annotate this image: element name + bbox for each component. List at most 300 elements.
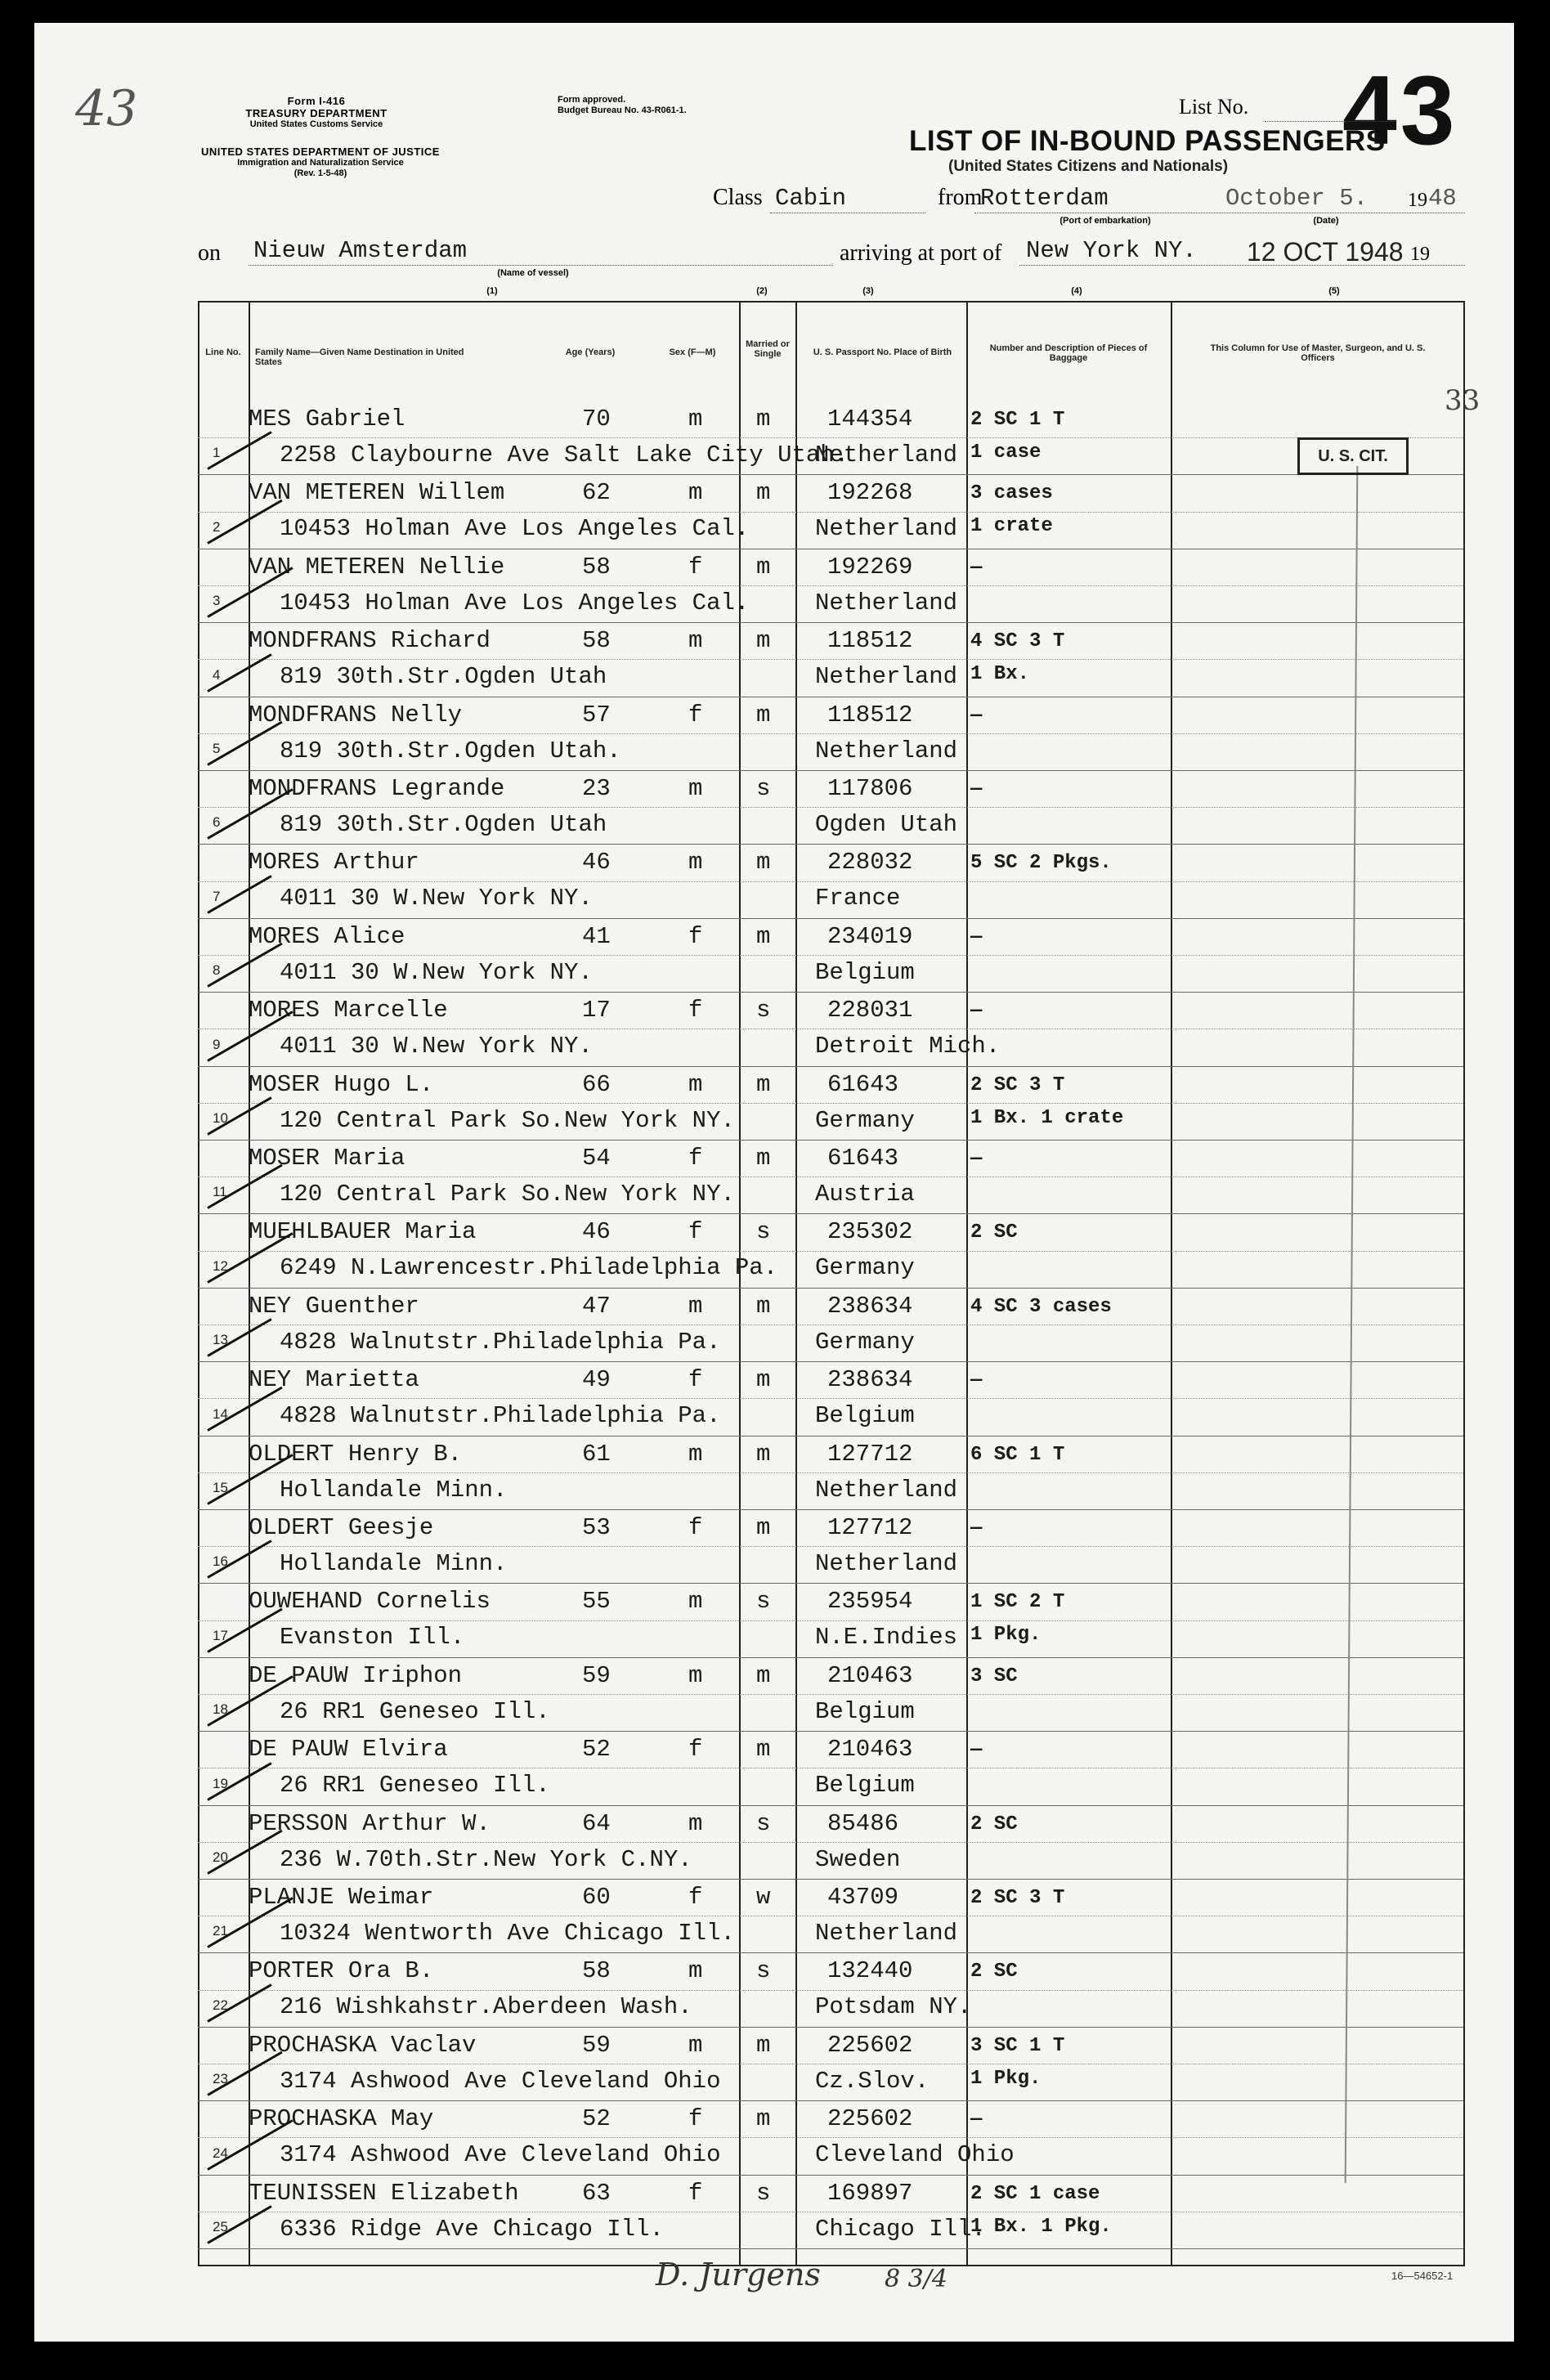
- passenger-age: 60: [582, 1884, 611, 1911]
- marital-status: m: [756, 1366, 771, 1394]
- passenger-age: 64: [582, 1809, 611, 1837]
- passenger-sex: m: [688, 627, 703, 655]
- row-midline: [198, 437, 1463, 438]
- passenger-sex: f: [688, 553, 703, 580]
- baggage-line-1: 2 SC: [970, 1813, 1018, 1835]
- date-value: October 5.: [1225, 185, 1369, 212]
- passenger-name: VAN METEREN Willem: [249, 479, 505, 507]
- class-value: Cabin: [775, 185, 847, 212]
- year-suffix: 19: [1410, 244, 1430, 265]
- passenger-age: 55: [582, 1588, 611, 1616]
- list-no-value: 43: [1342, 56, 1458, 165]
- passenger-sex: f: [688, 1218, 703, 1246]
- baggage-line-1: —: [970, 1000, 983, 1023]
- passenger-sex: m: [688, 1661, 703, 1689]
- destination: 6336 Ridge Ave Chicago Ill.: [280, 2215, 664, 2243]
- passenger-name: MONDFRANS Richard: [249, 627, 491, 655]
- from-value: Rotterdam: [980, 185, 1109, 212]
- passenger-name: OLDERT Henry B.: [249, 1440, 463, 1468]
- passenger-sex: f: [688, 1145, 703, 1172]
- row-midline: [198, 512, 1463, 513]
- row-midline: [198, 585, 1463, 586]
- line-number: 25: [213, 2218, 228, 2234]
- line-number: 17: [213, 1627, 228, 1643]
- passenger-age: 41: [582, 922, 611, 950]
- justice-block: [198, 146, 443, 179]
- place-of-birth: Netherland: [815, 1550, 958, 1577]
- passenger-name: MOSER Hugo L.: [249, 1070, 434, 1098]
- marital-status: s: [756, 997, 771, 1024]
- col-number-4: (4): [1071, 286, 1082, 296]
- baggage-line-1: 4 SC 3 cases: [970, 1295, 1112, 1318]
- passenger-age: 46: [582, 1218, 611, 1246]
- place-of-birth: Chicago Ill.: [815, 2215, 986, 2243]
- passenger-age: 58: [582, 553, 611, 580]
- passenger-name: PORTER Ora B.: [249, 1957, 434, 1985]
- form-code: 16—54652-1: [1391, 2270, 1454, 2282]
- baggage-line-1: 5 SC 2 Pkgs.: [970, 852, 1112, 875]
- date-caption: (Date): [1313, 216, 1339, 226]
- row-midline: [198, 1990, 1463, 1991]
- destination: 4011 30 W.New York NY.: [280, 885, 593, 912]
- marital-status: m: [756, 701, 771, 728]
- table-row: [198, 1879, 1463, 1952]
- baggage-line-1: 3 SC: [970, 1665, 1018, 1688]
- col-number-1: (1): [486, 286, 498, 296]
- passenger-name: NEY Marietta: [249, 1366, 419, 1394]
- budget-bureau: Budget Bureau No. 43-R061-1.: [558, 105, 687, 115]
- table-row: [198, 844, 1463, 917]
- line-number: 14: [213, 1405, 228, 1422]
- destination: 4828 Walnutstr.Philadelphia Pa.: [280, 1402, 721, 1430]
- passenger-name: MES Gabriel: [249, 406, 405, 433]
- row-midline: [198, 2137, 1463, 2138]
- destination: 120 Central Park So.New York NY.: [280, 1181, 735, 1208]
- table-row: [198, 622, 1463, 696]
- list-no-underline: [1265, 121, 1395, 122]
- passenger-name: MORES Marcelle: [249, 997, 448, 1024]
- destination: 4011 30 W.New York NY.: [280, 1033, 593, 1060]
- place-of-birth: Germany: [815, 1328, 915, 1356]
- table-row: [198, 1509, 1463, 1583]
- baggage-line-1: 6 SC 1 T: [970, 1443, 1065, 1466]
- baggage-line-1: —: [970, 1517, 983, 1540]
- passport-number: 127712: [827, 1440, 913, 1468]
- place-of-birth: Germany: [815, 1254, 915, 1282]
- row-midline: [198, 1546, 1463, 1547]
- table-row: [198, 1140, 1463, 1213]
- year-value: 48: [1428, 185, 1457, 212]
- passenger-age: 47: [582, 1292, 611, 1320]
- place-of-birth: Belgium: [815, 1772, 915, 1800]
- passport-number: 117806: [827, 775, 913, 802]
- passenger-name: MUEHLBAUER Maria: [249, 1218, 477, 1246]
- marital-status: m: [756, 2031, 771, 2059]
- us-cit-stamp: U. S. CIT.: [1297, 437, 1409, 475]
- passport-number: 118512: [827, 627, 913, 655]
- baggage-line-1: 2 SC 3 T: [970, 1073, 1065, 1096]
- passenger-sex: f: [688, 1366, 703, 1394]
- passenger-sex: m: [688, 1440, 703, 1468]
- customs-service: United States Customs Service: [249, 119, 383, 129]
- page-subtitle: (United States Citizens and Nationals): [948, 158, 1229, 175]
- class-label: Class: [713, 185, 763, 210]
- table-row: [198, 770, 1463, 844]
- line-number: 24: [213, 2145, 228, 2161]
- line-number: 22: [213, 1997, 228, 2013]
- passenger-age: 46: [582, 849, 611, 876]
- header-sex: Sex (F—M): [669, 347, 716, 357]
- place-of-birth: Belgium: [815, 958, 915, 986]
- passport-number: 225602: [827, 2105, 913, 2133]
- row-midline: [198, 1398, 1463, 1399]
- line-number: 18: [213, 1701, 228, 1718]
- baggage-line-1: —: [970, 778, 983, 800]
- table-row: [198, 2027, 1463, 2100]
- destination: 4828 Walnutstr.Philadelphia Pa.: [280, 1328, 721, 1356]
- destination: 3174 Ashwood Ave Cleveland Ohio: [280, 2067, 721, 2095]
- place-of-birth: Sweden: [815, 1845, 901, 1873]
- place-of-birth: Belgium: [815, 1402, 915, 1430]
- destination: Hollandale Minn.: [280, 1476, 508, 1504]
- marital-status: s: [756, 1809, 771, 1837]
- passenger-sex: m: [688, 1070, 703, 1098]
- arrival-time: 8 3/4: [885, 2265, 947, 2293]
- col-number-2: (2): [756, 286, 768, 296]
- destination: Evanston Ill.: [280, 1624, 465, 1652]
- baggage-line-2: 1 crate: [970, 515, 1053, 538]
- passenger-sex: f: [688, 1736, 703, 1764]
- passport-number: 192268: [827, 479, 913, 507]
- passenger-sex: f: [688, 997, 703, 1024]
- form-block: [210, 95, 423, 130]
- list-no-label: List No.: [1179, 95, 1249, 119]
- passenger-sex: m: [688, 849, 703, 876]
- place-of-birth: Detroit Mich.: [815, 1033, 1001, 1060]
- line-number: 7: [213, 888, 221, 904]
- line-number: 3: [213, 593, 221, 609]
- baggage-line-1: 2 SC 1 case: [970, 2182, 1100, 2205]
- row-midline: [198, 955, 1463, 956]
- baggage-line-2: 1 Bx.: [970, 663, 1030, 686]
- destination: Hollandale Minn.: [280, 1550, 508, 1577]
- baggage-line-1: 3 cases: [970, 482, 1053, 505]
- line-number: 19: [213, 1775, 228, 1791]
- place-of-birth: Ogden Utah: [815, 811, 958, 838]
- passenger-name: MORES Alice: [249, 922, 405, 950]
- passenger-sex: m: [688, 775, 703, 802]
- marital-status: m: [756, 849, 771, 876]
- line-number: 20: [213, 1849, 228, 1865]
- baggage-line-1: 2 SC 3 T: [970, 1887, 1065, 1909]
- line-number: 4: [213, 666, 221, 683]
- passport-number: 192269: [827, 553, 913, 580]
- passenger-name: MOSER Maria: [249, 1145, 405, 1172]
- passport-number: 228032: [827, 849, 913, 876]
- row-midline: [198, 1694, 1463, 1695]
- baggage-line-1: —: [970, 2109, 983, 2131]
- passenger-sex: m: [688, 1957, 703, 1985]
- treasury-dept: TREASURY DEPARTMENT: [245, 107, 388, 119]
- passenger-name: NEY Guenther: [249, 1292, 419, 1320]
- row-midline: [198, 1103, 1463, 1104]
- year-prefix: 19: [1408, 190, 1427, 211]
- destination: 4011 30 W.New York NY.: [280, 958, 593, 986]
- passport-number: 61643: [827, 1070, 899, 1098]
- table-row: [198, 1361, 1463, 1435]
- marital-status: m: [756, 1292, 771, 1320]
- destination: 26 RR1 Geneseo Ill.: [280, 1772, 550, 1800]
- marital-status: m: [756, 406, 771, 433]
- table-row: [198, 697, 1463, 770]
- baggage-line-2: 1 Bx. 1 Pkg.: [970, 2215, 1112, 2238]
- vessel-underline: [249, 265, 833, 266]
- baggage-line-1: 3 SC 1 T: [970, 2034, 1065, 2057]
- page-title: LIST OF IN-BOUND PASSENGERS: [909, 125, 1386, 157]
- table-row: [198, 1213, 1463, 1287]
- marital-status: m: [756, 479, 771, 507]
- destination: 819 30th.Str.Ogden Utah.: [280, 737, 621, 764]
- baggage-line-1: 2 SC: [970, 1961, 1018, 1983]
- table-row: [198, 474, 1463, 548]
- immigration-service: Immigration and Naturalization Service: [237, 158, 404, 168]
- passenger-age: 49: [582, 1366, 611, 1394]
- line-number: 16: [213, 1553, 228, 1570]
- row-midline: [198, 733, 1463, 734]
- header-passport: U. S. Passport No. Place of Birth: [813, 347, 952, 357]
- baggage-line-1: 1 SC 2 T: [970, 1591, 1065, 1614]
- baggage-line-1: 4 SC 3 T: [970, 630, 1065, 653]
- form-number: Form I-416: [287, 95, 346, 107]
- passenger-name: OLDERT Geesje: [249, 1514, 434, 1541]
- passenger-sex: f: [688, 701, 703, 728]
- table-row: [198, 1952, 1463, 2026]
- line-number: 11: [213, 1184, 227, 1200]
- passport-number: 144354: [827, 406, 913, 433]
- table-row: [198, 401, 1463, 474]
- passenger-age: 61: [582, 1440, 611, 1468]
- passenger-age: 63: [582, 2179, 611, 2207]
- passenger-age: 23: [582, 775, 611, 802]
- arriving-underline: [1019, 265, 1465, 266]
- passenger-name: VAN METEREN Nellie: [249, 553, 505, 580]
- passport-number: 43709: [827, 1884, 899, 1911]
- table-row: [198, 1288, 1463, 1361]
- place-of-birth: Belgium: [815, 1697, 915, 1725]
- marital-status: s: [756, 1218, 771, 1246]
- passenger-age: 58: [582, 1957, 611, 1985]
- destination: 819 30th.Str.Ogden Utah: [280, 663, 607, 691]
- col-number-3: (3): [862, 286, 874, 296]
- passenger-name: PERSSON Arthur W.: [249, 1809, 491, 1837]
- destination: 6249 N.Lawrencestr.Philadelphia Pa.: [280, 1254, 778, 1282]
- marital-status: m: [756, 1145, 771, 1172]
- passport-number: 127712: [827, 1514, 913, 1541]
- arriving-value: New York NY.: [1026, 237, 1197, 264]
- table-row: [198, 2100, 1463, 2174]
- passenger-age: 53: [582, 1514, 611, 1541]
- marital-status: s: [756, 1588, 771, 1616]
- from-label: from: [938, 185, 983, 210]
- table-row: [198, 1436, 1463, 1509]
- revision-date: (Rev. 1-5-48): [293, 168, 347, 178]
- table-row: [198, 918, 1463, 992]
- line-number: 8: [213, 962, 221, 979]
- passport-number: 228031: [827, 997, 913, 1024]
- officer-note: 33: [1445, 384, 1481, 417]
- baggage-line-2: 1 Bx. 1 crate: [970, 1106, 1124, 1129]
- destination: 10324 Wentworth Ave Chicago Ill.: [280, 1920, 735, 1947]
- line-number: 10: [213, 1109, 228, 1126]
- table-row: [198, 2175, 1463, 2248]
- marital-status: s: [756, 1957, 771, 1985]
- line-number: 12: [213, 1257, 228, 1274]
- passport-number: 61643: [827, 1145, 899, 1172]
- passenger-name: DE PAUW Elvira: [249, 1736, 448, 1764]
- table-row: [198, 1731, 1463, 1804]
- marital-status: m: [756, 627, 771, 655]
- baggage-line-1: 2 SC 1 T: [970, 409, 1065, 431]
- passenger-age: 66: [582, 1070, 611, 1098]
- marital-status: m: [756, 2105, 771, 2133]
- handwritten-corner-number: 43: [75, 80, 138, 137]
- line-number: 21: [213, 1923, 228, 1939]
- row-divider: [198, 2248, 1463, 2249]
- passenger-age: 62: [582, 479, 611, 507]
- passenger-sex: f: [688, 2105, 703, 2133]
- place-of-birth: Netherland: [815, 441, 958, 468]
- arrival-date-stamp: 12 OCT 1948: [1247, 237, 1404, 267]
- baggage-line-1: —: [970, 556, 983, 579]
- passenger-sex: m: [688, 2031, 703, 2059]
- header-age: Age (Years): [565, 347, 616, 357]
- passenger-name: PROCHASKA May: [249, 2105, 434, 2133]
- destination: 10453 Holman Ave Los Angeles Cal.: [280, 515, 750, 543]
- baggage-line-2: 1 Pkg.: [970, 2067, 1042, 2090]
- baggage-line-1: —: [970, 704, 983, 727]
- marital-status: s: [756, 775, 771, 802]
- table-row: [198, 1657, 1463, 1731]
- line-number: 23: [213, 2071, 228, 2087]
- passport-number: 132440: [827, 1957, 913, 1985]
- passenger-sex: f: [688, 1884, 703, 1911]
- line-number: 15: [213, 1479, 228, 1495]
- passenger-sex: f: [688, 922, 703, 950]
- signature: D. Jurgens: [656, 2257, 821, 2293]
- destination: 26 RR1 Geneseo Ill.: [280, 1697, 550, 1725]
- passport-number: 210463: [827, 1661, 913, 1689]
- line-number: 6: [213, 814, 221, 831]
- row-midline: [198, 1251, 1463, 1252]
- passenger-name: MORES Arthur: [249, 849, 419, 876]
- passenger-sex: m: [688, 1809, 703, 1837]
- passenger-table: [198, 301, 1465, 2266]
- marital-status: m: [756, 1070, 771, 1098]
- destination: 2258 Claybourne Ave Salt Lake City Utah.: [280, 441, 849, 468]
- passenger-name: DE PAUW Iriphon: [249, 1661, 463, 1689]
- marital-status: s: [756, 2179, 771, 2207]
- form-approved: Form approved.: [558, 95, 626, 105]
- place-of-birth: Germany: [815, 1106, 915, 1134]
- passenger-age: 58: [582, 627, 611, 655]
- place-of-birth: Netherland: [815, 737, 958, 764]
- row-midline: [198, 807, 1463, 808]
- baggage-line-2: 1 case: [970, 441, 1042, 464]
- destination: 819 30th.Str.Ogden Utah: [280, 811, 607, 838]
- column-divider: [1463, 303, 1465, 2265]
- marital-status: m: [756, 1440, 771, 1468]
- passenger-age: 59: [582, 2031, 611, 2059]
- passport-number: 169897: [827, 2179, 913, 2207]
- passenger-sex: m: [688, 1588, 703, 1616]
- baggage-line-1: —: [970, 1148, 983, 1170]
- place-of-birth: Cleveland Ohio: [815, 2141, 1015, 2169]
- passenger-sex: f: [688, 2179, 703, 2207]
- on-label: on: [198, 240, 221, 266]
- manifest-sheet: [34, 23, 1514, 2342]
- passenger-sex: m: [688, 406, 703, 433]
- header-line-no: Line No.: [205, 347, 241, 357]
- table-row: [198, 549, 1463, 622]
- passenger-name: MONDFRANS Legrande: [249, 775, 505, 802]
- marital-status: m: [756, 1736, 771, 1764]
- destination: 236 W.70th.Str.New York C.NY.: [280, 1845, 692, 1873]
- passenger-name: MONDFRANS Nelly: [249, 701, 463, 728]
- line-number: 9: [213, 1036, 221, 1052]
- header-officers: This Column for Use of Master, Surgeon, and U. S. Officers: [1210, 343, 1426, 363]
- passenger-age: 54: [582, 1145, 611, 1172]
- header-married: Married or Single: [746, 339, 790, 359]
- place-of-birth: France: [815, 885, 901, 912]
- row-midline: [198, 881, 1463, 882]
- passport-number: 225602: [827, 2031, 913, 2059]
- destination: 216 Wishkahstr.Aberdeen Wash.: [280, 1993, 692, 2021]
- place-of-birth: Netherland: [815, 663, 958, 691]
- passport-number: 238634: [827, 1292, 913, 1320]
- place-of-birth: Austria: [815, 1181, 915, 1208]
- approval-block: [558, 95, 754, 116]
- passenger-sex: m: [688, 1292, 703, 1320]
- place-of-birth: Potsdam NY.: [815, 1993, 972, 2021]
- header-baggage: Number and Description of Pieces of Baggage: [989, 343, 1148, 363]
- passport-number: 234019: [827, 922, 913, 950]
- table-row: [198, 1583, 1463, 1656]
- marital-status: m: [756, 553, 771, 580]
- passenger-age: 59: [582, 1661, 611, 1689]
- row-midline: [198, 1472, 1463, 1473]
- passenger-name: OUWEHAND Cornelis: [249, 1588, 491, 1616]
- line-number: 5: [213, 740, 221, 756]
- marital-status: m: [756, 1661, 771, 1689]
- destination: 10453 Holman Ave Los Angeles Cal.: [280, 589, 750, 616]
- destination: 120 Central Park So.New York NY.: [280, 1106, 735, 1134]
- passport-number: 235302: [827, 1218, 913, 1246]
- passenger-age: 52: [582, 2105, 611, 2133]
- baggage-line-2: 1 Pkg.: [970, 1624, 1042, 1647]
- passport-number: 210463: [827, 1736, 913, 1764]
- header-family-name: Family Name—Given Name Destination in United States: [255, 347, 464, 367]
- passenger-age: 57: [582, 701, 611, 728]
- baggage-line-1: —: [970, 1369, 983, 1392]
- passenger-sex: m: [688, 479, 703, 507]
- row-midline: [198, 1842, 1463, 1843]
- arriving-label: arriving at port of: [840, 240, 1002, 266]
- row-midline: [198, 1620, 1463, 1621]
- table-row: [198, 992, 1463, 1065]
- vessel-caption: (Name of vessel): [497, 268, 569, 278]
- col-number-5: (5): [1328, 286, 1340, 296]
- row-midline: [198, 659, 1463, 660]
